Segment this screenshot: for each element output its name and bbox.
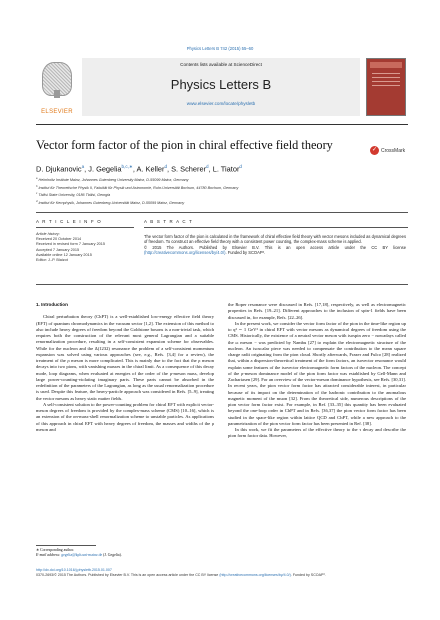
affiliation-list: [36, 176, 416, 206]
abstract-heading: A B S T R A C T: [144, 219, 193, 224]
journal-cover-image: [366, 58, 406, 116]
abstract-paragraph: The vector form factor of the pion is calculated in the framework of chiral effective field theory with vector mesons included as dynamical degrees of freedom. To construct an effective field theory with a consistent power counting, the complex-mass scheme is applied.: [144, 234, 406, 245]
doi-link[interactable]: http://dx.doi.org/10.1016/j.physletb.2015.01.007: [36, 568, 112, 572]
header-divider: [36, 124, 408, 125]
email-line: E-mail address: gegelia@kph.uni-mainz.de (J. Gegelia).: [36, 553, 122, 557]
journal-title: Physics Letters B: [170, 77, 272, 92]
body-paragraph: In the present work, we consider the vector form factor of the pion in the time-like region up to q² ∼ 1 GeV² in chiral EFT with vector mesons as dynamical degrees of freedom using the CMS. Historically, the existence of a neutral vector meson with isospin zero − nowadays called the ω meson − was predicted by Nambu [27] to explain the electromagnetic structure of the nucleon. An isoscalar piece was needed to compensate the contribution to the mean square charge radii originating from the pion cloud. Shortly afterwards, Frazer and Fulco [28] realized that, within a dispersion-theoretical treatment of the form factors, an isovector resonance would explain some features of the isovector electromagnetic form factors of the nucleon. The concept of the ρ-meson dominance model of the pion form factor was established by Gell-Mann and Zachariasen [29]. For an overview of the vector-meson dominance hypothesis, see Refs. [30,31]. In recent years, the pion vector form factor has attracted considerable interest, in particular because of its impact on the determination of the hadronic contribution to the anomalous magnetic moment of the muon [32]. From the theoretical side, numerous descriptions of the pion vector form factor exist. For example, in Ref. [33–35] this quantity has been evaluated beyond the one-loop order in ChPT and in Refs. [36,37] the pion vector form factor has been studied in the space-like region within lattice QCD and ChPT, while a new approach to the parametrization of the pion vector form factor has been presented in Ref. [38].: [228, 320, 406, 426]
body-paragraph: the Roper resonance were discussed in Refs. [17,18], respectively, as well as electromagnetic properties in Refs. [19–21]. Different approaches to the inclusion of spin-1 fields have been discussed in, for example, Refs. [22–26].: [228, 302, 406, 320]
homepage-url[interactable]: www.elsevier.com/locate/physletb: [186, 101, 256, 106]
author-name[interactable]: L. Tiator: [212, 164, 240, 174]
history-title: Article history:: [36, 232, 60, 236]
body-column-right: [228, 302, 406, 440]
author-name[interactable]: J. Gegelia: [88, 164, 122, 174]
history-entry: Available online 12 January 2015: [36, 252, 92, 257]
footnote: [36, 548, 214, 558]
crossmark-badge[interactable]: [370, 146, 410, 156]
affiliation-divider: [36, 212, 408, 213]
crossmark-label: CrossMark: [381, 147, 406, 154]
author-affil-marker[interactable]: d: [206, 164, 209, 169]
affiliation: $^a$ Helmholtz Institute Mainz, Johannes Gutenberg University Mainz, D-55099 Mainz, Germany: [36, 177, 189, 183]
author-name[interactable]: D. Djukanovic: [36, 164, 82, 174]
abstract-bottom-divider: [36, 284, 408, 285]
footnote-rule: [36, 545, 96, 546]
body-paragraph: A self-consistent solution to the power-counting problem for chiral EFT with explicit vector-meson degrees of freedom is provided by the complex-mass scheme (CMS) [10–16], which is an extension of the on-mass-shell renormalization scheme to unstable particles. As applications of this approach in chiral EFT with heavy degrees of freedom, the masses and widths of the ρ meson and: [36, 401, 214, 432]
author-name[interactable]: A. Keller: [136, 164, 165, 174]
author-affil-marker[interactable]: b,c,∗: [121, 164, 133, 169]
body-paragraph: In this work, we fit the parameters of the effective theory to the τ decay and describe the pion form factor data. However,: [228, 427, 406, 439]
elsevier-wordmark: ELSEVIER: [41, 109, 73, 115]
publication-metadata: [36, 568, 408, 578]
author-affil-marker[interactable]: d: [164, 164, 168, 169]
author-affil-marker[interactable]: a: [81, 164, 85, 169]
issn-license-line: 0370-2693/© 2015 The Authors. Published by Elsevier B.V. This is an open access article under the CC BY license (http://creativecommons.org/licenses/by/4.0/). Funded by SCOAP³.: [36, 572, 326, 577]
history-entry: Accepted 7 January 2015: [36, 247, 80, 252]
author-list: D. Djukanovic$^a$, J. Gegelia$^{b,c,∗}$, A. Keller$^d$, S. Scherer$^d$, L. Tiator$^d$: [36, 164, 242, 174]
article-info-rule: [36, 227, 134, 228]
affiliation: $^b$ Institut für Theoretische Physik II, Fakultät für Physik und Astronomie, Ruhr-Universität Bochum, 44780 Bochum, Germany: [36, 184, 239, 190]
contents-prefix: Contents lists available at ScienceDirect: [180, 62, 262, 67]
author-affil-marker[interactable]: d: [239, 164, 242, 169]
history-entry: Editor: J.-P. Blaizot: [36, 258, 68, 263]
article-info-heading: A R T I C L E I N F O: [36, 219, 102, 224]
abstract-rule: [144, 227, 408, 228]
section-heading: 1. Introduction: [36, 302, 68, 307]
author-name[interactable]: S. Scherer: [171, 164, 207, 174]
affiliation: $^c$ Tbilisi State University, 0186 Tbilisi, Georgia: [36, 192, 111, 198]
body-paragraph: Chiral perturbation theory (ChPT) is a well-established low-energy effective field theory (EFT) of quantum chromodynamics in the vacuum sector [1,2]. The extension of this method to also include heavy degrees of freedom beyond the Goldstone bosons is a non-trivial task, which requires both the construction of the relevant most general Lagrangian and a suitable renormalization procedure, resulting in a self-consistent expansion scheme for observables. While for the nucleon and the Δ(1232) resonance the problem of a self-consistent momentum expansion was solved using various approaches (see, e.g., Refs. [3,4] for a review), the treatment of the ρ meson is more complicated. This is mainly due to the fact that the ρ meson decays into two pions, with vanishing masses in the chiral limit. As a consequence of this decay mode, loop diagrams, when evaluated at energies of the order of the ρ-meson mass, develop large power-counting-violating imaginary parts. These parts cannot be absorbed in the redefinition of the parameters of the Lagrangian, as long as the usual renormalization procedure is used. Despite this feature, the heavy-particle approach was considered in Refs. [5–9], treating the vector mesons as heavy static matter fields.: [36, 314, 214, 401]
history-entry: Received in revised form 7 January 2015: [36, 242, 106, 247]
journal-homepage-link[interactable]: [82, 101, 360, 106]
contents-line: [82, 62, 360, 67]
corresponding-author-note: ∗ Corresponding author.: [36, 548, 75, 552]
body-column-left: [36, 302, 214, 433]
license-line: © 2015 The Authors. Published by Elsevier B.V. This is an open access article under the CC BY license (http://creativecommons.org/licenses/by/4.0/). Funded by SCOAP³.: [144, 244, 406, 256]
crossmark-icon: ✓: [371, 147, 378, 153]
license-link[interactable]: (http://creativecommons.org/licenses/by/4.0/): [144, 250, 226, 256]
email-link[interactable]: gegelia@kph.uni-mainz.de: [61, 553, 103, 557]
elsevier-tree-logo: [38, 60, 76, 108]
history-entry: Received 20 October 2014: [36, 237, 82, 242]
journal-reference[interactable]: Physics Letters B 742 (2015) 55–60: [186, 46, 254, 51]
abstract-body: [144, 234, 406, 256]
cc-license-link[interactable]: (http://creativecommons.org/licenses/by/4.0/): [219, 572, 291, 577]
article-history: [36, 232, 136, 263]
affiliation: $^d$ Institut für Kernphysik, Johannes Gutenberg-Universität Mainz, D-55099 Mainz, Germany: [36, 199, 185, 205]
article-title: Vector form factor of the pion in chiral effective field theory: [36, 138, 333, 152]
